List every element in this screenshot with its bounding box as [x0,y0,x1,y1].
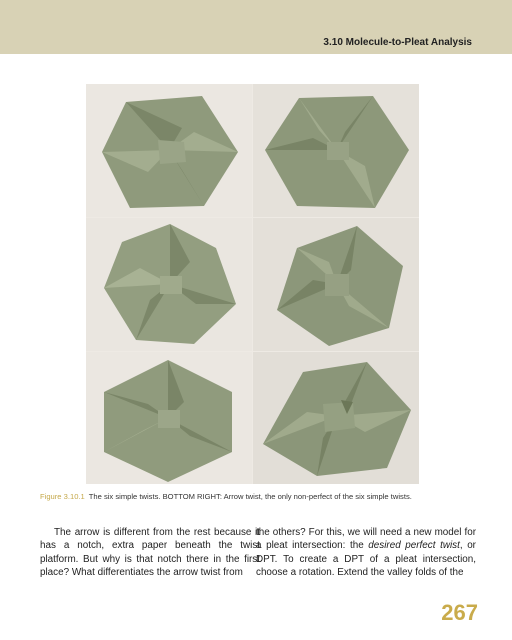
header-band [0,0,512,54]
body-right-text-2: , or DPT. To create a DPT of a pleat intersection, choose a rotation. Extend the valley folds of the [256,540,476,579]
section-title: 3.10 Molecule-to-Pleat Analysis [323,37,472,48]
body-left-column: The arrow is different from the rest because it has a notch, extra paper beneath the twist platform. But why is that notch there in the first place? What differentiates the arrow twist from [40,527,260,579]
body-right-column [256,526,476,580]
page-number: 267 [441,600,478,625]
twist-photo-6-arrow [253,352,419,484]
twist-photo-3 [86,218,252,351]
figure-label: Figure 3.10.1 [40,492,85,501]
twist-photo-5 [86,352,252,484]
figure-photo-grid [86,84,419,484]
body-right-text-1: the others? For this, we will need a new model for a pleat intersection: the [256,527,476,552]
twist-photo-4 [253,218,419,351]
twist-photo-1 [86,84,252,217]
figure-caption-text: The six simple twists. BOTTOM RIGHT: Arrow twist, the only non-perfect of the six simple twists. [88,492,412,501]
term-desired-perfect-twist: desired perfect twist [368,540,460,552]
figure-caption [40,492,480,501]
twist-photo-2 [253,84,419,217]
